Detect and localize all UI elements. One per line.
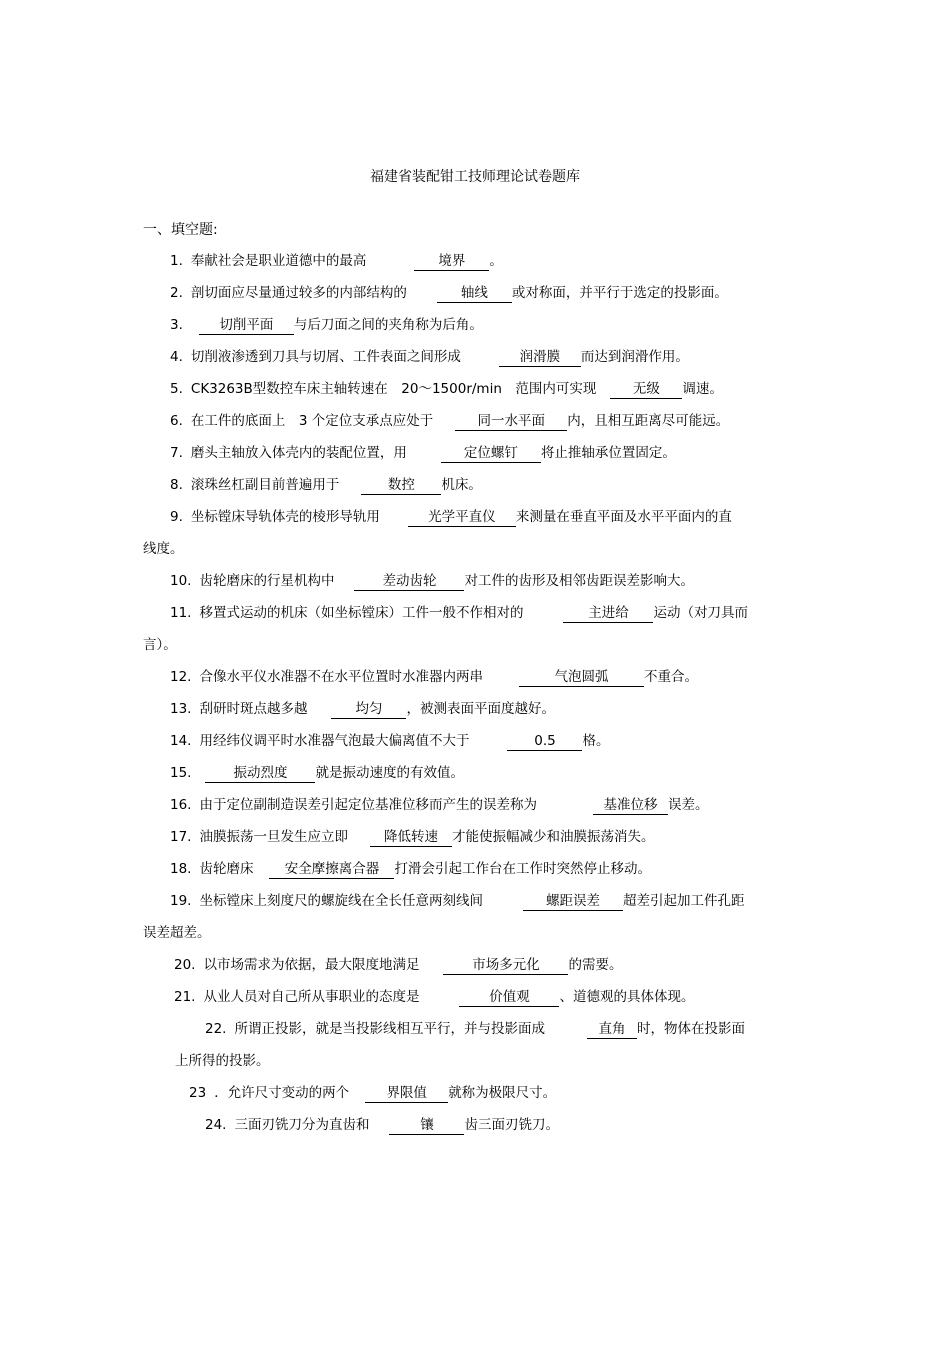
question-number: 15. [170, 765, 192, 781]
question-number: 11. [170, 605, 192, 621]
answer-blank: 安全摩擦离合器 [269, 860, 394, 879]
question-number: 8. [170, 477, 183, 493]
section-heading: 一、填空题: [143, 222, 218, 238]
question-item [170, 507, 732, 527]
question-item [170, 603, 748, 623]
question-text-after: 齿三面刃铣刀。 [464, 1117, 559, 1133]
question-item [205, 1115, 559, 1135]
question-text-after: 超差引起加工件孔距 [622, 893, 745, 909]
question-text-after: 调速。 [682, 381, 723, 397]
question-text-after: 不重合。 [643, 669, 698, 685]
question-text-before: 以市场需求为依据，最大限度地满足 [203, 957, 420, 973]
question-item [170, 699, 555, 719]
answer-blank: 切削平面 [199, 316, 294, 335]
question-text-after: 打滑会引起工作台在工作时突然停止移动。 [394, 861, 651, 877]
question-item [170, 763, 464, 783]
answer-blank: 差动齿轮 [354, 572, 464, 591]
answer-blank: 市场多元化 [443, 956, 568, 975]
question-number: 4. [170, 349, 183, 365]
question-number: 12. [170, 669, 192, 685]
question-item [170, 347, 689, 367]
question-item [170, 795, 708, 815]
question-number: 5. [170, 381, 183, 397]
answer-blank: 润滑膜 [499, 348, 581, 367]
question-number: 18. [170, 861, 192, 877]
question-text-before: ．允许尺寸变动的两个 [214, 1085, 350, 1101]
answer-blank: 无级 [610, 380, 682, 399]
question-text-after: 就是振动速度的有效值。 [315, 765, 464, 781]
question-item [170, 283, 728, 303]
answer-blank: 气泡圆弧 [519, 668, 644, 687]
question-text-after: 、道德观的具体体现。 [559, 989, 695, 1005]
question-number: 22. [205, 1021, 227, 1037]
question-item [170, 827, 654, 847]
answer-blank: 振动烈度 [205, 764, 315, 783]
answer-blank: 基准位移 [593, 796, 668, 815]
question-text-after: 就称为极限尺寸。 [448, 1085, 557, 1101]
question-text-before: 滚珠丝杠副目前普遍用于 [190, 477, 340, 493]
answer-blank: 螺距误差 [523, 892, 623, 911]
question-text-before: 剖切面应尽量通过较多的内部结构的 [190, 285, 407, 301]
question-item [170, 411, 729, 431]
question-text-after: 运动（对刀具而 [653, 605, 748, 621]
answer-blank: 价值观 [459, 988, 559, 1007]
answer-blank: 定位螺钉 [441, 444, 541, 463]
answer-blank: 降低转速 [370, 828, 452, 847]
question-item [189, 1083, 556, 1103]
question-text-after: 。 [489, 253, 503, 269]
answer-blank: 同一水平面 [455, 412, 567, 431]
question-item [170, 571, 694, 591]
question-text-before: 在工件的底面上 3 个定位支承点应处于 [190, 413, 434, 429]
question-text-after: 来测量在垂直平面及水平平面内的直 [515, 509, 732, 525]
question-text-before: 三面刃铣刀分为直齿和 [234, 1117, 370, 1133]
question-item [170, 315, 483, 335]
question-number: 21. [174, 989, 196, 1005]
question-text-before: 齿轮磨床 [199, 861, 254, 877]
question-item [174, 987, 694, 1007]
question-text-before: 坐标镗床上刻度尺的螺旋线在全长任意两刻线间 [199, 893, 483, 909]
question-text-before: 切削液渗透到刀具与切屑、工件表面之间形成 [190, 349, 461, 365]
question-item [170, 475, 482, 495]
question-text-after: 时，物体在投影面 [636, 1021, 745, 1037]
answer-blank: 镶 [389, 1116, 464, 1135]
question-item [174, 955, 622, 975]
question-number: 2. [170, 285, 183, 301]
question-text-after: ，被测表面平面度越好。 [406, 701, 555, 717]
question-text-before: 奉献社会是职业道德中的最高 [190, 253, 367, 269]
question-item [205, 1019, 745, 1039]
question-item [170, 443, 676, 463]
question-text-after: 机床。 [441, 477, 482, 493]
question-number: 13. [170, 701, 192, 717]
question-text-before: 移置式运动的机床（如坐标镗床）工件一般不作相对的 [199, 605, 524, 621]
question-continuation: 言）。 [143, 637, 177, 653]
question-text-after: 而达到润滑作用。 [580, 349, 689, 365]
question-number: 7. [170, 445, 183, 461]
question-number: 17. [170, 829, 192, 845]
answer-blank: 均匀 [331, 700, 406, 719]
question-item [170, 251, 503, 271]
answer-blank: 主进给 [563, 604, 653, 623]
question-number: 14. [170, 733, 192, 749]
question-text-after: 将止推轴承位置固定。 [540, 445, 676, 461]
question-text-before: 用经纬仪调平时水准器气泡最大偏离值不大于 [199, 733, 470, 749]
question-text-after: 与后刀面之间的夹角称为后角。 [293, 317, 483, 333]
question-number: 10. [170, 573, 192, 589]
question-text-after: 的需要。 [568, 957, 623, 973]
answer-blank: 境界 [414, 252, 489, 271]
question-number: 3. [170, 317, 183, 333]
question-text-before: 刮研时斑点越多越 [199, 701, 308, 717]
answer-blank: 0.5 [507, 732, 582, 751]
question-number: 23 [189, 1085, 207, 1101]
question-text-before: 合像水平仪水准器不在水平位置时水准器内两串 [199, 669, 483, 685]
answer-blank: 光学平直仪 [408, 508, 516, 527]
question-number: 19. [170, 893, 192, 909]
question-text-after: 格。 [582, 733, 610, 749]
question-text-before: 坐标镗床导轨体壳的棱形导轨用 [190, 509, 380, 525]
question-text-before: 油膜振荡一旦发生应立即 [199, 829, 348, 845]
question-number: 9. [170, 509, 183, 525]
question-text-before: 由于定位副制造误差引起定位基准位移而产生的误差称为 [199, 797, 537, 813]
question-item [170, 667, 698, 687]
question-text-after: 才能使振幅减少和油膜振荡消失。 [451, 829, 655, 845]
question-text-before: CK3263B型数控车床主轴转速在 20～1500r/min 范围内可实现 [190, 381, 597, 397]
answer-blank: 直角 [587, 1020, 637, 1039]
question-continuation: 上所得的投影。 [175, 1053, 270, 1069]
question-text-after: 对工件的齿形及相邻齿距误差影响大。 [464, 573, 694, 589]
question-text-before: 齿轮磨床的行星机构中 [199, 573, 335, 589]
question-text-before: 磨头主轴放入体壳内的装配位置，用 [190, 445, 407, 461]
question-continuation: 线度。 [143, 541, 184, 557]
question-number: 16. [170, 797, 192, 813]
answer-blank: 轴线 [437, 284, 512, 303]
question-text-after: 误差。 [667, 797, 709, 813]
answer-blank: 界限值 [365, 1084, 448, 1103]
question-item [170, 891, 744, 911]
question-number: 6. [170, 413, 183, 429]
question-item [170, 379, 723, 399]
question-text-after: 内，且相互距离尽可能远。 [567, 413, 730, 429]
question-number: 20. [174, 957, 196, 973]
page-title: 福建省装配钳工技师理论试卷题库 [370, 169, 580, 185]
question-item [170, 859, 651, 879]
question-text-before: 所谓正投影，就是当投影线相互平行，并与投影面成 [234, 1021, 545, 1037]
question-item [170, 731, 609, 751]
question-continuation: 误差超差。 [143, 925, 211, 941]
question-number: 1. [170, 253, 183, 269]
answer-blank: 数控 [361, 476, 441, 495]
question-text-before: 从业人员对自己所从事职业的态度是 [203, 989, 420, 1005]
question-number: 24. [205, 1117, 227, 1133]
question-text-after: 或对称面，并平行于选定的投影面。 [511, 285, 728, 301]
